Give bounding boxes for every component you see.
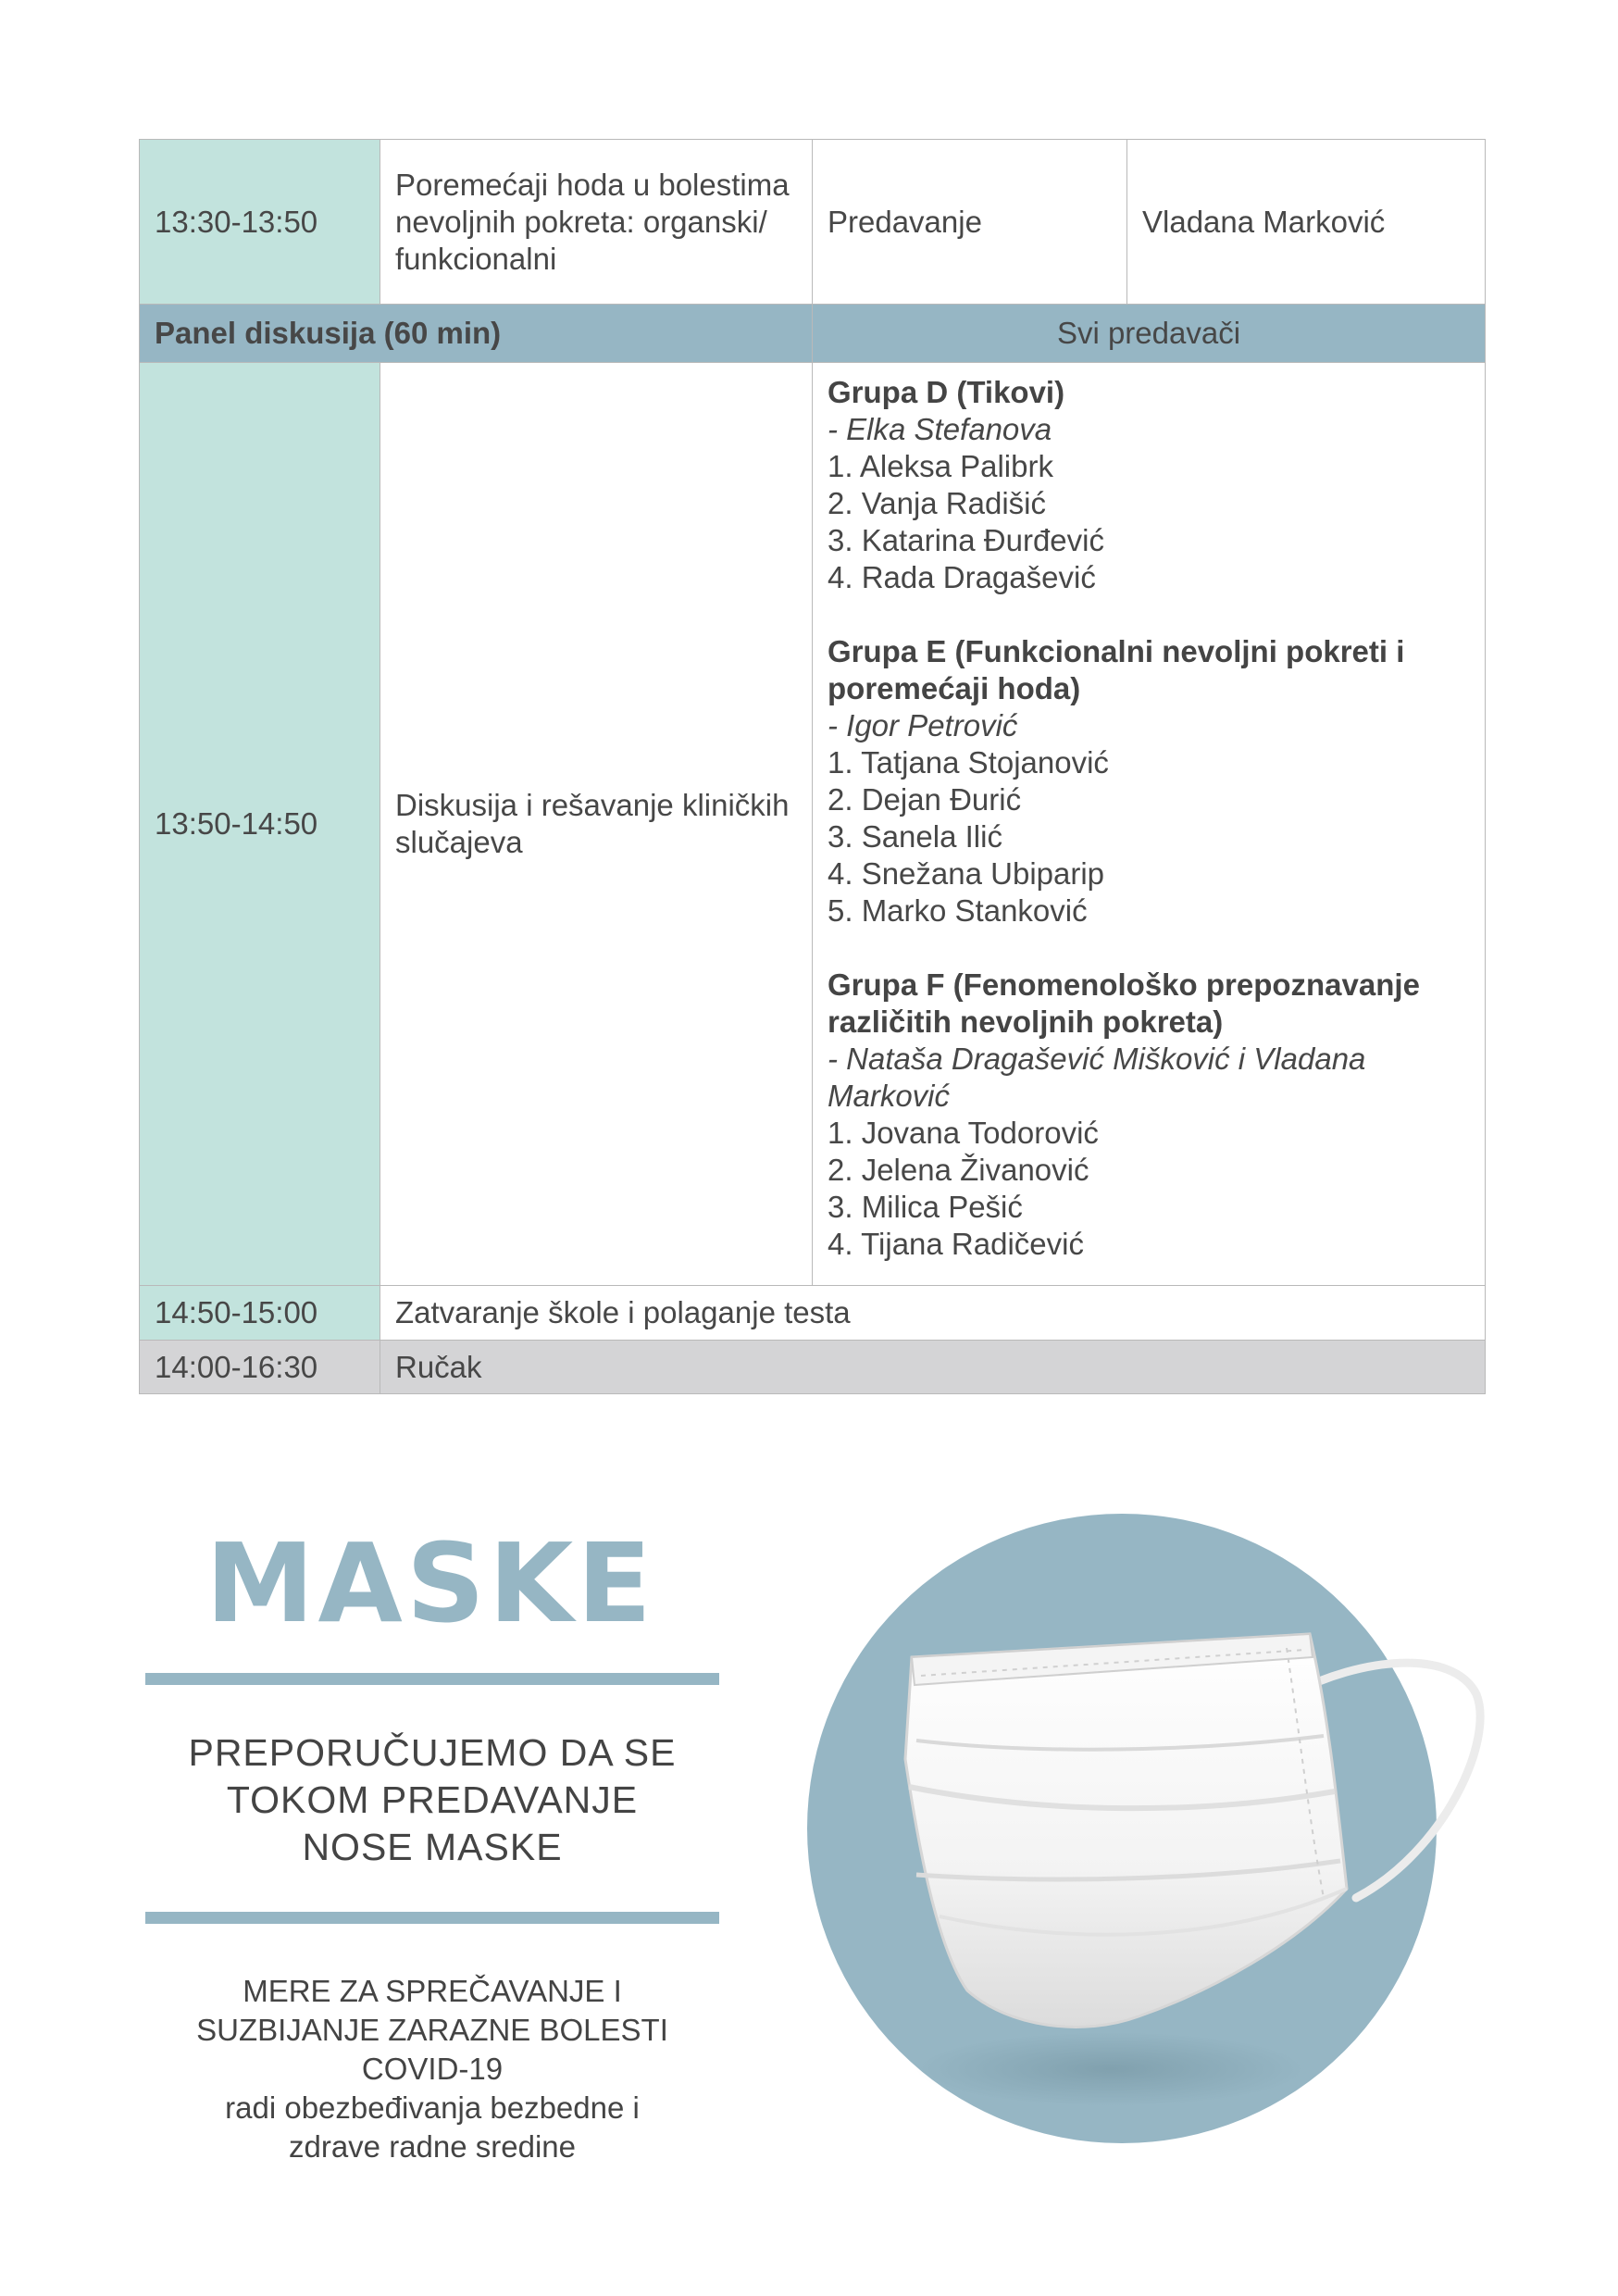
schedule-row (140, 140, 1486, 305)
panel-speakers: Svi predavači (813, 305, 1486, 363)
measures-line: zdrave radne sredine (288, 2129, 577, 2164)
group-member: 3. Katarina Đurđević (828, 523, 1104, 557)
group-leader: - Elka Stefanova (828, 412, 1052, 446)
measures-line: radi obezbeđivanja bezbedne i (225, 2090, 640, 2125)
group-d (828, 374, 1475, 596)
group-member: 3. Milica Pešić (828, 1190, 1023, 1224)
speaker-cell: Vladana Marković (1127, 140, 1486, 305)
schedule-table (139, 139, 1486, 1394)
time-cell: 14:00-16:30 (140, 1341, 380, 1394)
divider-bar (145, 1673, 719, 1685)
group-member: 3. Sanela Ilić (828, 819, 1002, 854)
measures-line: MERE ZA SPREČAVANJE I (243, 1974, 622, 2008)
group-title: Grupa E (Funkcionalni nevoljni pokreti i poremećaji hoda) (828, 634, 1405, 705)
mask-recommendation (139, 1729, 726, 1871)
group-title: Grupa F (Fenomenološko prepoznavanje različitih nevoljnih pokreta) (828, 967, 1420, 1039)
group-member: 2. Dejan Đurić (828, 782, 1022, 817)
group-title: Grupa D (Tikovi) (828, 375, 1065, 409)
group-member: 4. Rada Dragašević (828, 560, 1096, 594)
schedule-row (140, 1286, 1486, 1341)
group-leader: - Nataša Dragašević Mišković i Vladana Marković (828, 1042, 1366, 1113)
masks-title: MASKE (205, 1519, 655, 1647)
group-member: 2. Vanja Radišić (828, 486, 1047, 520)
group-leader: - Igor Petrović (828, 708, 1018, 742)
groups-cell (813, 363, 1486, 1286)
face-mask-icon (805, 1509, 1490, 2157)
group-member: 1. Tatjana Stojanović (828, 745, 1109, 780)
recommend-line: TOKOM PREDAVANJE (226, 1778, 639, 1821)
group-member: 4. Tijana Radičević (828, 1227, 1084, 1261)
covid-measures (139, 1972, 726, 2166)
divider-bar (145, 1912, 719, 1924)
panel-title: Panel diskusija (60 min) (140, 305, 813, 363)
group-e (828, 633, 1475, 930)
event-cell: Ručak (380, 1341, 1486, 1394)
panel-row (140, 305, 1486, 363)
topic-cell: Poremećaji hoda u bolestima nevoljnih pokreta: organski/ funkcionalni (380, 140, 813, 305)
type-cell: Predavanje (813, 140, 1127, 305)
measures-line: COVID-19 (361, 2052, 504, 2086)
time-cell: 13:50-14:50 (140, 363, 380, 1286)
topic-cell: Diskusija i rešavanje kliničkih slučajeva (380, 363, 813, 1286)
event-cell: Zatvaranje škole i polaganje testa (380, 1286, 1486, 1341)
time-cell: 14:50-15:00 (140, 1286, 380, 1341)
group-member: 2. Jelena Živanović (828, 1153, 1089, 1187)
group-member: 1. Jovana Todorović (828, 1116, 1099, 1150)
group-member: 5. Marko Stanković (828, 893, 1088, 928)
recommend-line: PREPORUČUJEMO DA SE (188, 1731, 677, 1774)
group-member: 4. Snežana Ubiparip (828, 856, 1105, 891)
measures-line: SUZBIJANJE ZARAZNE BOLESTI (196, 2013, 668, 2047)
schedule-row (140, 363, 1486, 1286)
time-cell: 13:30-13:50 (140, 140, 380, 305)
recommend-line: NOSE MASKE (302, 1826, 563, 1868)
group-member: 1. Aleksa Palibrk (828, 449, 1053, 483)
group-f (828, 967, 1475, 1263)
schedule-row (140, 1341, 1486, 1394)
